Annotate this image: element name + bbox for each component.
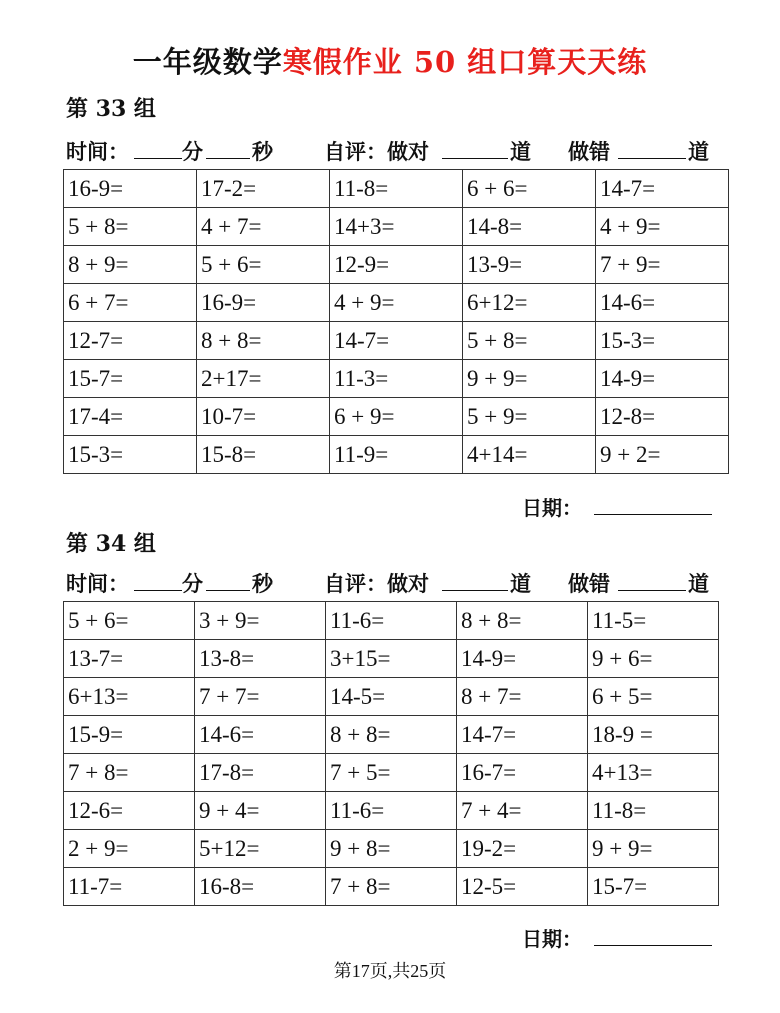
problem-cell: 8 + 8= bbox=[457, 602, 588, 640]
problem-cell: 4 + 9= bbox=[330, 284, 463, 322]
problem-cell: 14-6= bbox=[596, 284, 729, 322]
problem-cell: 9 + 9= bbox=[588, 830, 719, 868]
problem-cell: 5 + 6= bbox=[64, 602, 195, 640]
problem-cell: 11-8= bbox=[330, 170, 463, 208]
problem-cell: 11-3= bbox=[330, 360, 463, 398]
problem-cell: 14-7= bbox=[457, 716, 588, 754]
problem-cell: 17-2= bbox=[197, 170, 330, 208]
problem-cell: 7 + 8= bbox=[64, 754, 195, 792]
problem-cell: 17-4= bbox=[64, 398, 197, 436]
page-footer: 第17页,共25页 bbox=[333, 961, 447, 981]
problem-cell: 6 + 6= bbox=[463, 170, 596, 208]
problem-cell: 9 + 4= bbox=[195, 792, 326, 830]
group-33-date-label: 日期： bbox=[522, 496, 582, 520]
problem-cell: 11-6= bbox=[326, 792, 457, 830]
group-34-title: 第 34 组 bbox=[66, 531, 156, 557]
correct-count-blank[interactable] bbox=[442, 568, 508, 591]
problem-cell: 6 + 9= bbox=[330, 398, 463, 436]
table-row bbox=[64, 868, 719, 906]
problem-cell: 14-7= bbox=[330, 322, 463, 360]
table-row bbox=[64, 716, 719, 754]
problem-cell: 14-9= bbox=[596, 360, 729, 398]
problem-cell: 9 + 6= bbox=[588, 640, 719, 678]
minute-label: 分 bbox=[182, 139, 203, 164]
second-label: 秒 bbox=[252, 571, 273, 596]
problem-cell: 16-9= bbox=[197, 284, 330, 322]
problem-cell: 2 + 9= bbox=[64, 830, 195, 868]
table-row bbox=[64, 640, 719, 678]
problem-cell: 5 + 8= bbox=[463, 322, 596, 360]
problem-cell: 8 + 9= bbox=[64, 246, 197, 284]
group-33-date-blank[interactable] bbox=[594, 492, 712, 515]
problem-cell: 14-8= bbox=[463, 208, 596, 246]
problem-cell: 13-9= bbox=[463, 246, 596, 284]
problem-cell: 7 + 8= bbox=[326, 868, 457, 906]
problem-cell: 13-8= bbox=[195, 640, 326, 678]
minute-label: 分 bbox=[182, 571, 203, 596]
problem-cell: 3 + 9= bbox=[195, 602, 326, 640]
problem-cell: 15-3= bbox=[64, 436, 197, 474]
table-row bbox=[64, 602, 719, 640]
problem-cell: 12-6= bbox=[64, 792, 195, 830]
problem-cell: 15-3= bbox=[596, 322, 729, 360]
problem-cell: 14-7= bbox=[596, 170, 729, 208]
wrong-label: 做错 bbox=[568, 139, 610, 164]
problem-cell: 17-8= bbox=[195, 754, 326, 792]
group-34-problem-table bbox=[63, 601, 719, 906]
problem-cell: 7 + 4= bbox=[457, 792, 588, 830]
problem-cell: 6+13= bbox=[64, 678, 195, 716]
table-row bbox=[64, 678, 719, 716]
table-row bbox=[64, 360, 729, 398]
wrong-dao-label: 道 bbox=[688, 571, 709, 596]
problem-cell: 15-9= bbox=[64, 716, 195, 754]
problem-cell: 11-9= bbox=[330, 436, 463, 474]
problem-cell: 11-5= bbox=[588, 602, 719, 640]
problem-cell: 8 + 7= bbox=[457, 678, 588, 716]
problem-cell: 14+3= bbox=[330, 208, 463, 246]
problem-cell: 15-7= bbox=[64, 360, 197, 398]
correct-dao-label: 道 bbox=[510, 139, 531, 164]
table-row bbox=[64, 436, 729, 474]
problem-cell: 11-8= bbox=[588, 792, 719, 830]
self-eval-label: 自评：做对 bbox=[324, 571, 429, 596]
problem-cell: 12-7= bbox=[64, 322, 197, 360]
problem-cell: 6 + 5= bbox=[588, 678, 719, 716]
table-row bbox=[64, 398, 729, 436]
table-row bbox=[64, 208, 729, 246]
problem-cell: 9 + 8= bbox=[326, 830, 457, 868]
table-row bbox=[64, 170, 729, 208]
problem-cell: 16-7= bbox=[457, 754, 588, 792]
minute-blank[interactable] bbox=[134, 568, 182, 591]
group-34-date-blank[interactable] bbox=[594, 923, 712, 946]
title-red-part: 寒假作业 50 组口算天天练 bbox=[282, 45, 648, 79]
problem-cell: 8 + 8= bbox=[197, 322, 330, 360]
problem-cell: 14-6= bbox=[195, 716, 326, 754]
group-33-problem-table bbox=[63, 169, 729, 474]
problem-cell: 7 + 9= bbox=[596, 246, 729, 284]
problem-cell: 8 + 8= bbox=[326, 716, 457, 754]
wrong-label: 做错 bbox=[568, 571, 610, 596]
wrong-count-blank[interactable] bbox=[618, 568, 686, 591]
wrong-dao-label: 道 bbox=[688, 139, 709, 164]
problem-cell: 2+17= bbox=[197, 360, 330, 398]
group-34-info-row bbox=[66, 568, 716, 596]
problem-cell: 3+15= bbox=[326, 640, 457, 678]
problem-cell: 4+14= bbox=[463, 436, 596, 474]
problem-cell: 18-9 = bbox=[588, 716, 719, 754]
correct-count-blank[interactable] bbox=[442, 136, 508, 159]
problem-cell: 6 + 7= bbox=[64, 284, 197, 322]
problem-cell: 5 + 9= bbox=[463, 398, 596, 436]
problem-cell: 5+12= bbox=[195, 830, 326, 868]
problem-cell: 10-7= bbox=[197, 398, 330, 436]
table-row bbox=[64, 754, 719, 792]
table-row bbox=[64, 284, 729, 322]
problem-cell: 16-9= bbox=[64, 170, 197, 208]
problem-cell: 5 + 8= bbox=[64, 208, 197, 246]
wrong-count-blank[interactable] bbox=[618, 136, 686, 159]
problem-cell: 13-7= bbox=[64, 640, 195, 678]
table-row bbox=[64, 792, 719, 830]
problem-cell: 7 + 5= bbox=[326, 754, 457, 792]
second-blank[interactable] bbox=[206, 136, 250, 159]
problem-cell: 14-5= bbox=[326, 678, 457, 716]
problem-cell: 5 + 6= bbox=[197, 246, 330, 284]
correct-dao-label: 道 bbox=[510, 571, 531, 596]
problem-cell: 6+12= bbox=[463, 284, 596, 322]
problem-cell: 4+13= bbox=[588, 754, 719, 792]
page-title bbox=[0, 40, 780, 81]
problem-cell: 9 + 2= bbox=[596, 436, 729, 474]
problem-cell: 9 + 9= bbox=[463, 360, 596, 398]
group-33-info-row bbox=[66, 136, 716, 164]
second-blank[interactable] bbox=[206, 568, 250, 591]
group-34-date-label: 日期： bbox=[522, 927, 582, 951]
table-row bbox=[64, 246, 729, 284]
group-33-title: 第 33 组 bbox=[66, 96, 156, 122]
title-black-part: 一年级数学 bbox=[132, 45, 283, 79]
second-label: 秒 bbox=[252, 139, 273, 164]
table-row bbox=[64, 830, 719, 868]
problem-cell: 12-5= bbox=[457, 868, 588, 906]
problem-cell: 12-8= bbox=[596, 398, 729, 436]
problem-cell: 19-2= bbox=[457, 830, 588, 868]
minute-blank[interactable] bbox=[134, 136, 182, 159]
problem-cell: 15-8= bbox=[197, 436, 330, 474]
problem-cell: 12-9= bbox=[330, 246, 463, 284]
problem-cell: 14-9= bbox=[457, 640, 588, 678]
time-label: 时间： bbox=[66, 571, 129, 596]
problem-cell: 11-7= bbox=[64, 868, 195, 906]
time-label: 时间： bbox=[66, 139, 129, 164]
problem-cell: 4 + 7= bbox=[197, 208, 330, 246]
table-row bbox=[64, 322, 729, 360]
problem-cell: 4 + 9= bbox=[596, 208, 729, 246]
problem-cell: 11-6= bbox=[326, 602, 457, 640]
problem-cell: 15-7= bbox=[588, 868, 719, 906]
problem-cell: 7 + 7= bbox=[195, 678, 326, 716]
self-eval-label: 自评：做对 bbox=[324, 139, 429, 164]
problem-cell: 16-8= bbox=[195, 868, 326, 906]
